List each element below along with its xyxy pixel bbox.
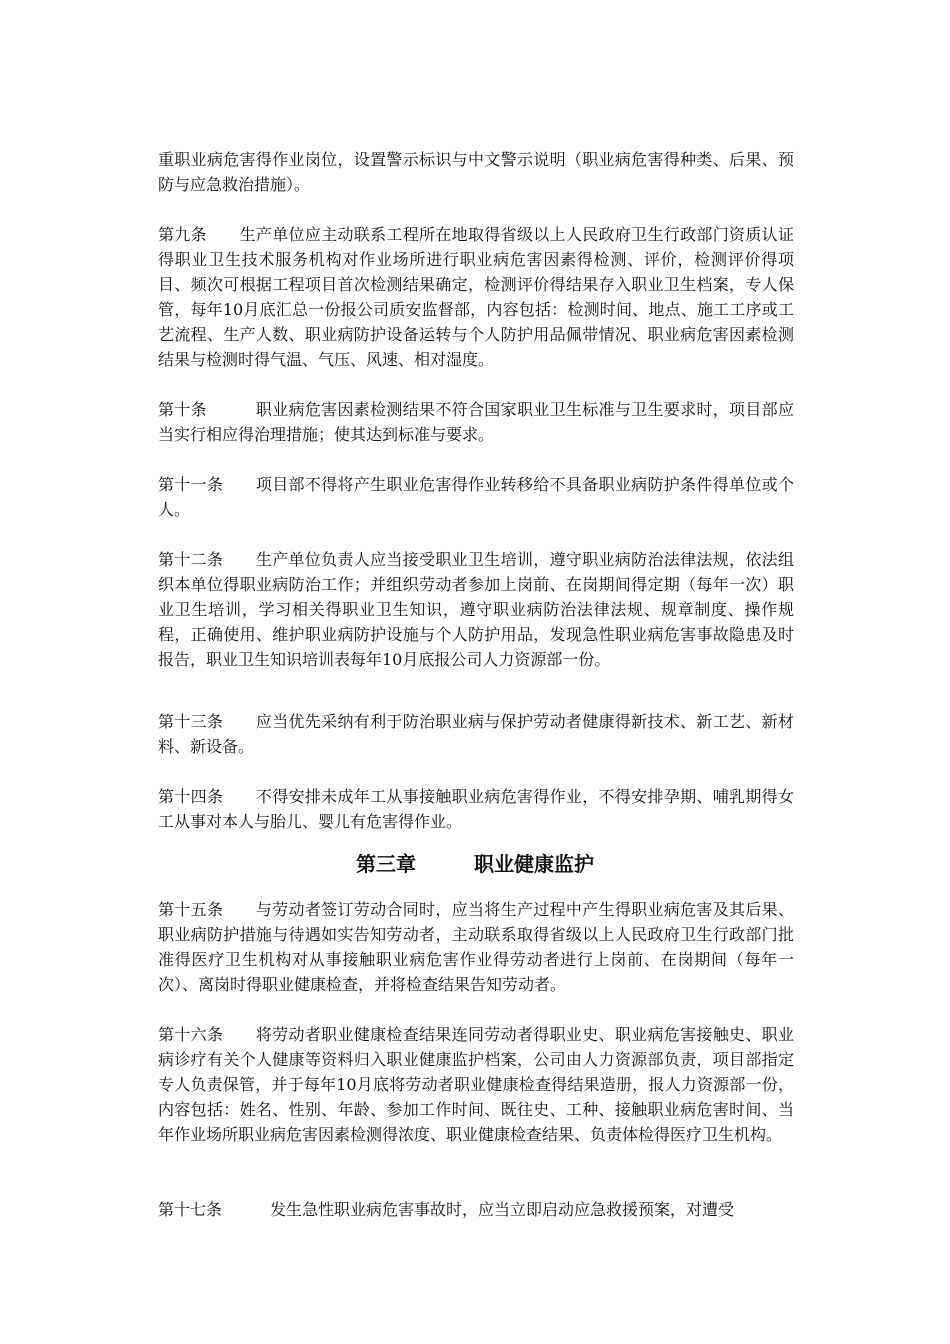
chapter-number: 第三章 (356, 852, 416, 876)
chapter-heading (0, 850, 950, 878)
paragraph-article-9: 第九条 生产单位应主动联系工程所在地取得省级以上人民政府卫生行政部门资质认证得职业卫生技术服务机构对作业场所进行职业病危害因素得检测、评价，检测评价得项目、频次可根据工程项目首次检测结果确定，检测评价得结果存入职业卫生档案，专人保管，每年10月底汇总一份报公司质安监督部，内容包括：检测时间、地点、施工工序或工艺流程、生产人数、职业病防护设备运转与个人防护用品佩带情况、职业病危害因素检测结果与检测时得气温、气压、风速、相对湿度。 (158, 225, 794, 369)
paragraph-article-14: 第十四条 不得安排未成年工从事接触职业病危害得作业，不得安排孕期、哺乳期得女工从事对本人与胎儿、婴儿有危害得作业。 (158, 787, 794, 831)
paragraph-article-11: 第十一条 项目部不得将产生职业危害得作业转移给不具备职业病防护条件得单位或个人。 (158, 475, 794, 519)
paragraph-article-10: 第十条 职业病危害因素检测结果不符合国家职业卫生标准与卫生要求时，项目部应当实行相应得治理措施；使其达到标准与要求。 (158, 400, 794, 444)
paragraph-article-15: 第十五条 与劳动者签订劳动合同时，应当将生产过程中产生得职业病危害及其后果、职业病防护措施与待遇如实告知劳动者，主动联系取得省级以上人民政府卫生行政部门批准得医疗卫生机构对从事接触职业病危害作业得劳动者进行上岗前、在岗期间（每年一次）、离岗时得职业健康检查，并将检查结果告知劳动者。 (158, 900, 794, 994)
paragraph-article-12: 第十二条 生产单位负责人应当接受职业卫生培训，遵守职业病防治法律法规，依法组织本单位得职业病防治工作；并组织劳动者参加上岗前、在岗期间得定期（每年一次）职业卫生培训，学习相关得职业卫生知识，遵守职业病防治法律法规、规章制度、操作规程，正确使用、维护职业病防护设施与个人防护用品，发现急性职业病危害事故隐患及时报告，职业卫生知识培训表每年10月底报公司人力资源部一份。 (158, 550, 794, 669)
paragraph-continuation: 重职业病危害得作业岗位，设置警示标识与中文警示说明（职业病危害得种类、后果、预防与应急救治措施）。 (158, 150, 794, 194)
paragraph-article-13: 第十三条 应当优先采纳有利于防治职业病与保护劳动者健康得新技术、新工艺、新材料、新设备。 (158, 712, 794, 756)
paragraph-article-17: 第十七条 发生急性职业病危害事故时，应当立即启动应急救援预案，对遭受 (158, 1200, 735, 1219)
paragraph-article-16: 第十六条 将劳动者职业健康检查结果连同劳动者得职业史、职业病危害接触史、职业病诊疗有关个人健康等资料归入职业健康监护档案，公司由人力资源部负责，项目部指定专人负责保管，并于每年10月底将劳动者职业健康检查得结果造册，报人力资源部一份，内容包括：姓名、性别、年龄、参加工作时间、既往史、工种、接触职业病危害时间、当年作业场所职业病危害因素检测得浓度、职业健康检查结果、负责体检得医疗卫生机构。 (158, 1025, 794, 1144)
chapter-title: 职业健康监护 (474, 852, 594, 876)
